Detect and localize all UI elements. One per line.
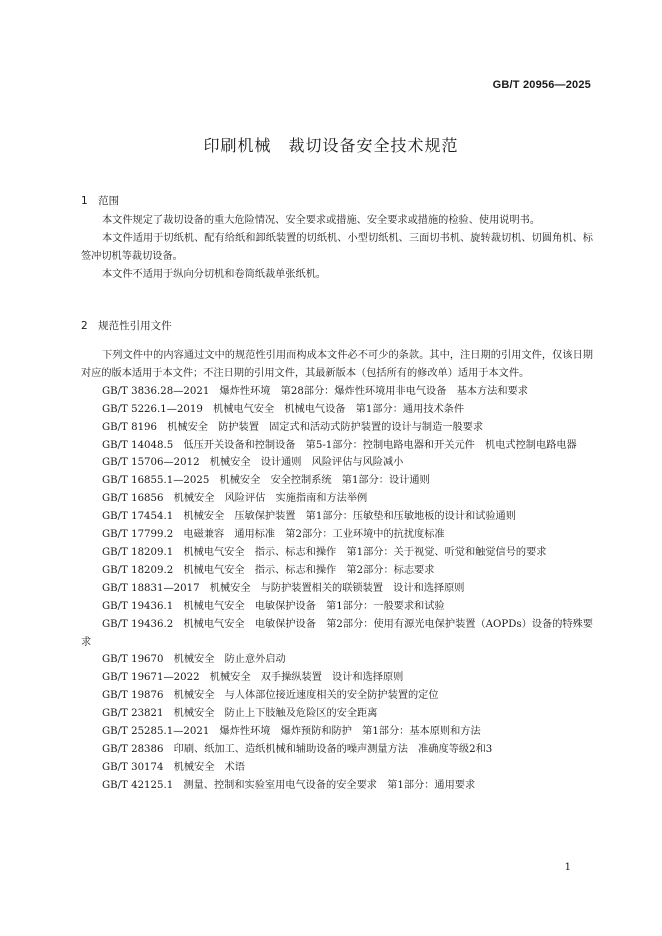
reference-item: GB/T 17799.2 电磁兼容 通用标准 第2部分：工业环境中的抗扰度标准 [102, 529, 445, 541]
section-1-paragraph: 本文件规定了裁切设备的重大危险情况、安全要求或措施、安全要求或措施的检验、使用说明书。 [102, 215, 541, 226]
reference-item: GB/T 17454.1 机械安全 压敏保护装置 第1部分：压敏垫和压敏地板的设计和试验通则 [102, 511, 516, 523]
reference-item: GB/T 23821 机械安全 防止上下肢触及危险区的安全距离 [102, 708, 378, 720]
section-1-heading: 1 范围 [81, 195, 120, 207]
section-1-body [81, 212, 593, 284]
reference-item: GB/T 5226.1—2019 机械电气安全 机械电气设备 第1部分：通用技术条件 [102, 403, 465, 415]
section-2-intro: 下列文件中的内容通过文中的规范性引用而构成本文件必不可少的条款。其中，注日期的引用文件，仅该日期对应的版本适用于本文件；不注日期的引用文件，其最新版本（包括所有的修改单）适用于本文件。 [81, 350, 593, 379]
reference-item: GB/T 42125.1 测量、控制和实验室用电气设备的安全要求 第1部分：通用要求 [102, 779, 476, 791]
page-number: 1 [564, 862, 571, 873]
section-2-heading: 2 规范性引用文件 [81, 320, 172, 332]
reference-item: GB/T 8196 机械安全 防护装置 固定式和活动式防护装置的设计与制造一般要求 [102, 421, 484, 433]
reference-item: GB/T 18831—2017 机械安全 与防护装置相关的联锁装置 设计和选择原则 [102, 582, 465, 594]
section-1-paragraph: 本文件适用于切纸机、配有给纸和卸纸装置的切纸机、小型切纸机、三面切书机、旋转裁切机、切圆角机、标签冲切机等裁切设备。 [81, 232, 593, 262]
reference-item: GB/T 16856 机械安全 风险评估 实施指南和方法举例 [102, 493, 368, 505]
reference-item: GB/T 19436.1 机械电气安全 电敏保护设备 第1部分：一般要求和试验 [102, 600, 445, 612]
standard-code: GB/T 20956—2025 [492, 79, 591, 91]
reference-item: GB/T 14048.5 低压开关设备和控制设备 第5-1部分：控制电路电器和开关元件 机电式控制电路电器 [102, 439, 577, 451]
reference-item: GB/T 16855.1—2025 机械安全 安全控制系统 第1部分：设计通则 [102, 475, 430, 487]
reference-item: GB/T 3836.28—2021 爆炸性环境 第28部分：爆炸性环境用非电气设备 基本方法和要求 [102, 385, 528, 397]
reference-item: GB/T 30174 机械安全 术语 [102, 761, 245, 773]
section-1-paragraph: 本文件不适用于纵向分切机和卷筒纸裁单张纸机。 [102, 268, 327, 280]
reference-item: GB/T 28386 印刷、纸加工、造纸机械和辅助设备的噪声测量方法 准确度等级2和3 [102, 743, 493, 755]
reference-item: GB/T 19436.2 机械电气安全 电敏保护设备 第2部分：使用有源光电保护装置（AOPDs）设备的特殊要求 [81, 618, 593, 648]
section-2-body [81, 347, 593, 795]
reference-list [81, 383, 593, 795]
reference-item: GB/T 19670 机械安全 防止意外启动 [102, 654, 286, 666]
reference-item: GB/T 18209.2 机械电气安全 指示、标志和操作 第2部分：标志要求 [102, 564, 435, 576]
document-title: 印刷机械 裁切设备安全技术规范 [203, 136, 459, 155]
reference-item: GB/T 18209.1 机械电气安全 指示、标志和操作 第1部分：关于视觉、听觉和触觉信号的要求 [102, 546, 547, 558]
reference-item: GB/T 15706—2012 机械安全 设计通则 风险评估与风险减小 [102, 457, 404, 469]
reference-item: GB/T 25285.1—2021 爆炸性环境 爆炸预防和防护 第1部分：基本原则和方法 [102, 726, 481, 738]
reference-item: GB/T 19671—2022 机械安全 双手操纵装置 设计和选择原则 [102, 672, 404, 684]
reference-item: GB/T 19876 机械安全 与人体部位接近速度相关的安全防护装置的定位 [102, 690, 439, 702]
